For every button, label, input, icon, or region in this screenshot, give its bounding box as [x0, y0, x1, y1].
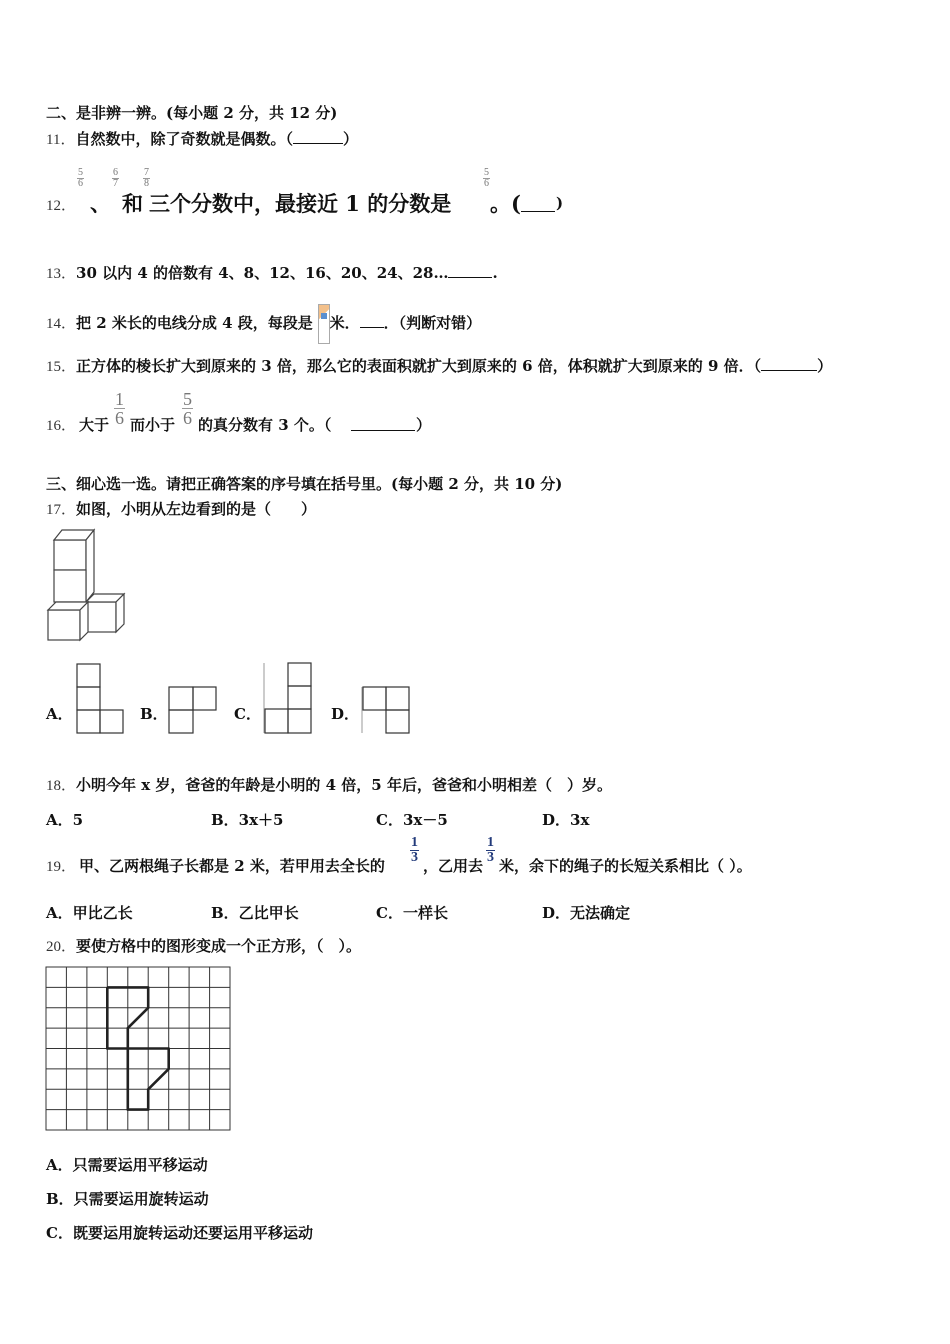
period: .	[492, 264, 498, 282]
shape-outline	[107, 987, 168, 1109]
answer-blank[interactable]	[293, 143, 343, 144]
question-17	[46, 498, 316, 519]
paren-close: )	[556, 194, 564, 212]
question-number: 13．	[46, 266, 77, 282]
broken-image-icon	[318, 304, 330, 344]
answer-blank[interactable]	[448, 277, 492, 278]
grid-figure	[45, 966, 233, 1132]
answer-blank[interactable]	[351, 416, 415, 431]
question-number: 14．	[46, 316, 77, 332]
question-13	[46, 262, 498, 283]
fraction: $\frac{6}{7}$	[113, 167, 118, 189]
section2-header: 二、是非辨一辨。(每小题 2 分，共 12 分)	[46, 104, 338, 122]
question-text: 小明今年 x 岁，爸爸的年龄是小明的 4 倍，5 年后，爸爸和小明相差（ ）岁。	[76, 776, 612, 794]
option-b-label[interactable]: B．	[140, 705, 168, 723]
question-tail: ．（判断对错）	[383, 314, 482, 332]
option-d[interactable]: D．无法确定	[542, 904, 631, 922]
answer-blank[interactable]	[521, 198, 555, 212]
option-a[interactable]: A．5	[46, 811, 84, 829]
option-c[interactable]: C．3x－5	[376, 811, 448, 829]
fraction: $\frac{1}{3}$	[411, 835, 418, 865]
option-d-label[interactable]: D．	[331, 705, 360, 723]
question-number: 19．	[46, 859, 77, 875]
question-18	[46, 774, 612, 795]
question-number: 17．	[46, 502, 77, 518]
option-a[interactable]: A．甲比乙长	[46, 904, 133, 922]
option-d-figure[interactable]	[361, 686, 411, 734]
question-text: 的真分数有 3 个。（	[198, 416, 332, 434]
question-20	[46, 935, 361, 956]
option-a[interactable]: A．只需要运用平移运动	[46, 1156, 208, 1174]
question-tail: 。(	[490, 191, 521, 216]
question-number: 11．	[46, 132, 76, 148]
question-text: 把 2 米长的电线分成 4 段，每段是	[76, 314, 313, 332]
question-text: ，乙用去	[423, 857, 484, 875]
question-text: 30 以内 4 的倍数有 4、8、12、16、20、24、28…	[76, 264, 449, 282]
option-a-figure[interactable]	[76, 663, 124, 735]
fraction: $\frac{5}{6}$	[484, 167, 489, 189]
separator: 、	[90, 191, 111, 216]
fraction: $\frac{5}{6}$	[183, 389, 192, 428]
option-c-figure[interactable]	[263, 662, 313, 736]
question-text: 自然数中，除了奇数就是偶数。（	[75, 130, 293, 148]
fraction: $\frac{1}{6}$	[115, 389, 124, 428]
section3-header: 三、细心选一选。请把正确答案的序号填在括号里。(每小题 2 分，共 10 分)	[46, 475, 563, 493]
question-text: 如图，小明从左边看到的是（ ）	[76, 500, 317, 518]
option-b-figure[interactable]	[168, 686, 218, 734]
question-14	[46, 304, 481, 344]
question-number: 16．	[46, 418, 77, 434]
question-number: 20．	[46, 939, 77, 955]
question-text: 正方体的棱长扩大到原来的 3 倍，那么它的表面积就扩大到原来的 6 倍，体积就扩大到原来的 9 倍．（	[76, 357, 762, 375]
paren-close: ）	[817, 357, 833, 375]
option-d[interactable]: D．3x	[542, 811, 590, 829]
option-a-label[interactable]: A．	[46, 705, 73, 723]
option-b[interactable]: B．3x＋5	[211, 811, 284, 829]
fraction: $\frac{7}{8}$	[144, 167, 149, 189]
option-c[interactable]: C．既要运用旋转运动还要运用平移运动	[46, 1224, 313, 1242]
cube-stack-figure	[46, 528, 130, 644]
question-text: 而小于	[130, 416, 176, 434]
fraction: $\frac{5}{6}$	[78, 167, 83, 189]
answer-blank[interactable]	[360, 327, 384, 328]
option-c[interactable]: C．一样长	[376, 904, 448, 922]
answer-blank[interactable]	[761, 370, 817, 371]
unit: 米．	[329, 314, 360, 332]
question-text: 甲、乙两根绳子长都是 2 米，若甲用去全长的	[79, 857, 385, 875]
question-11	[46, 128, 358, 149]
paren-close: ）	[416, 416, 432, 434]
question-text: 要使方格中的图形变成一个正方形，（ ）。	[76, 937, 362, 955]
separator: 和	[122, 191, 143, 216]
question-number: 15．	[46, 359, 77, 375]
paren-close: ）	[342, 130, 358, 148]
question-number: 12．	[46, 198, 77, 214]
question-15	[46, 355, 832, 376]
option-b[interactable]: B．只需要运用旋转运动	[46, 1190, 209, 1208]
option-b[interactable]: B．乙比甲长	[211, 904, 299, 922]
question-number: 18．	[46, 778, 77, 794]
option-c-label[interactable]: C．	[234, 705, 261, 723]
question-text: 三个分数中，最接近 1 的分数是	[149, 191, 452, 216]
fraction: $\frac{1}{3}$	[487, 835, 494, 865]
question-text: 米，余下的绳子的长短关系相比（ ）。	[499, 857, 752, 875]
question-text: 大于	[79, 416, 110, 434]
